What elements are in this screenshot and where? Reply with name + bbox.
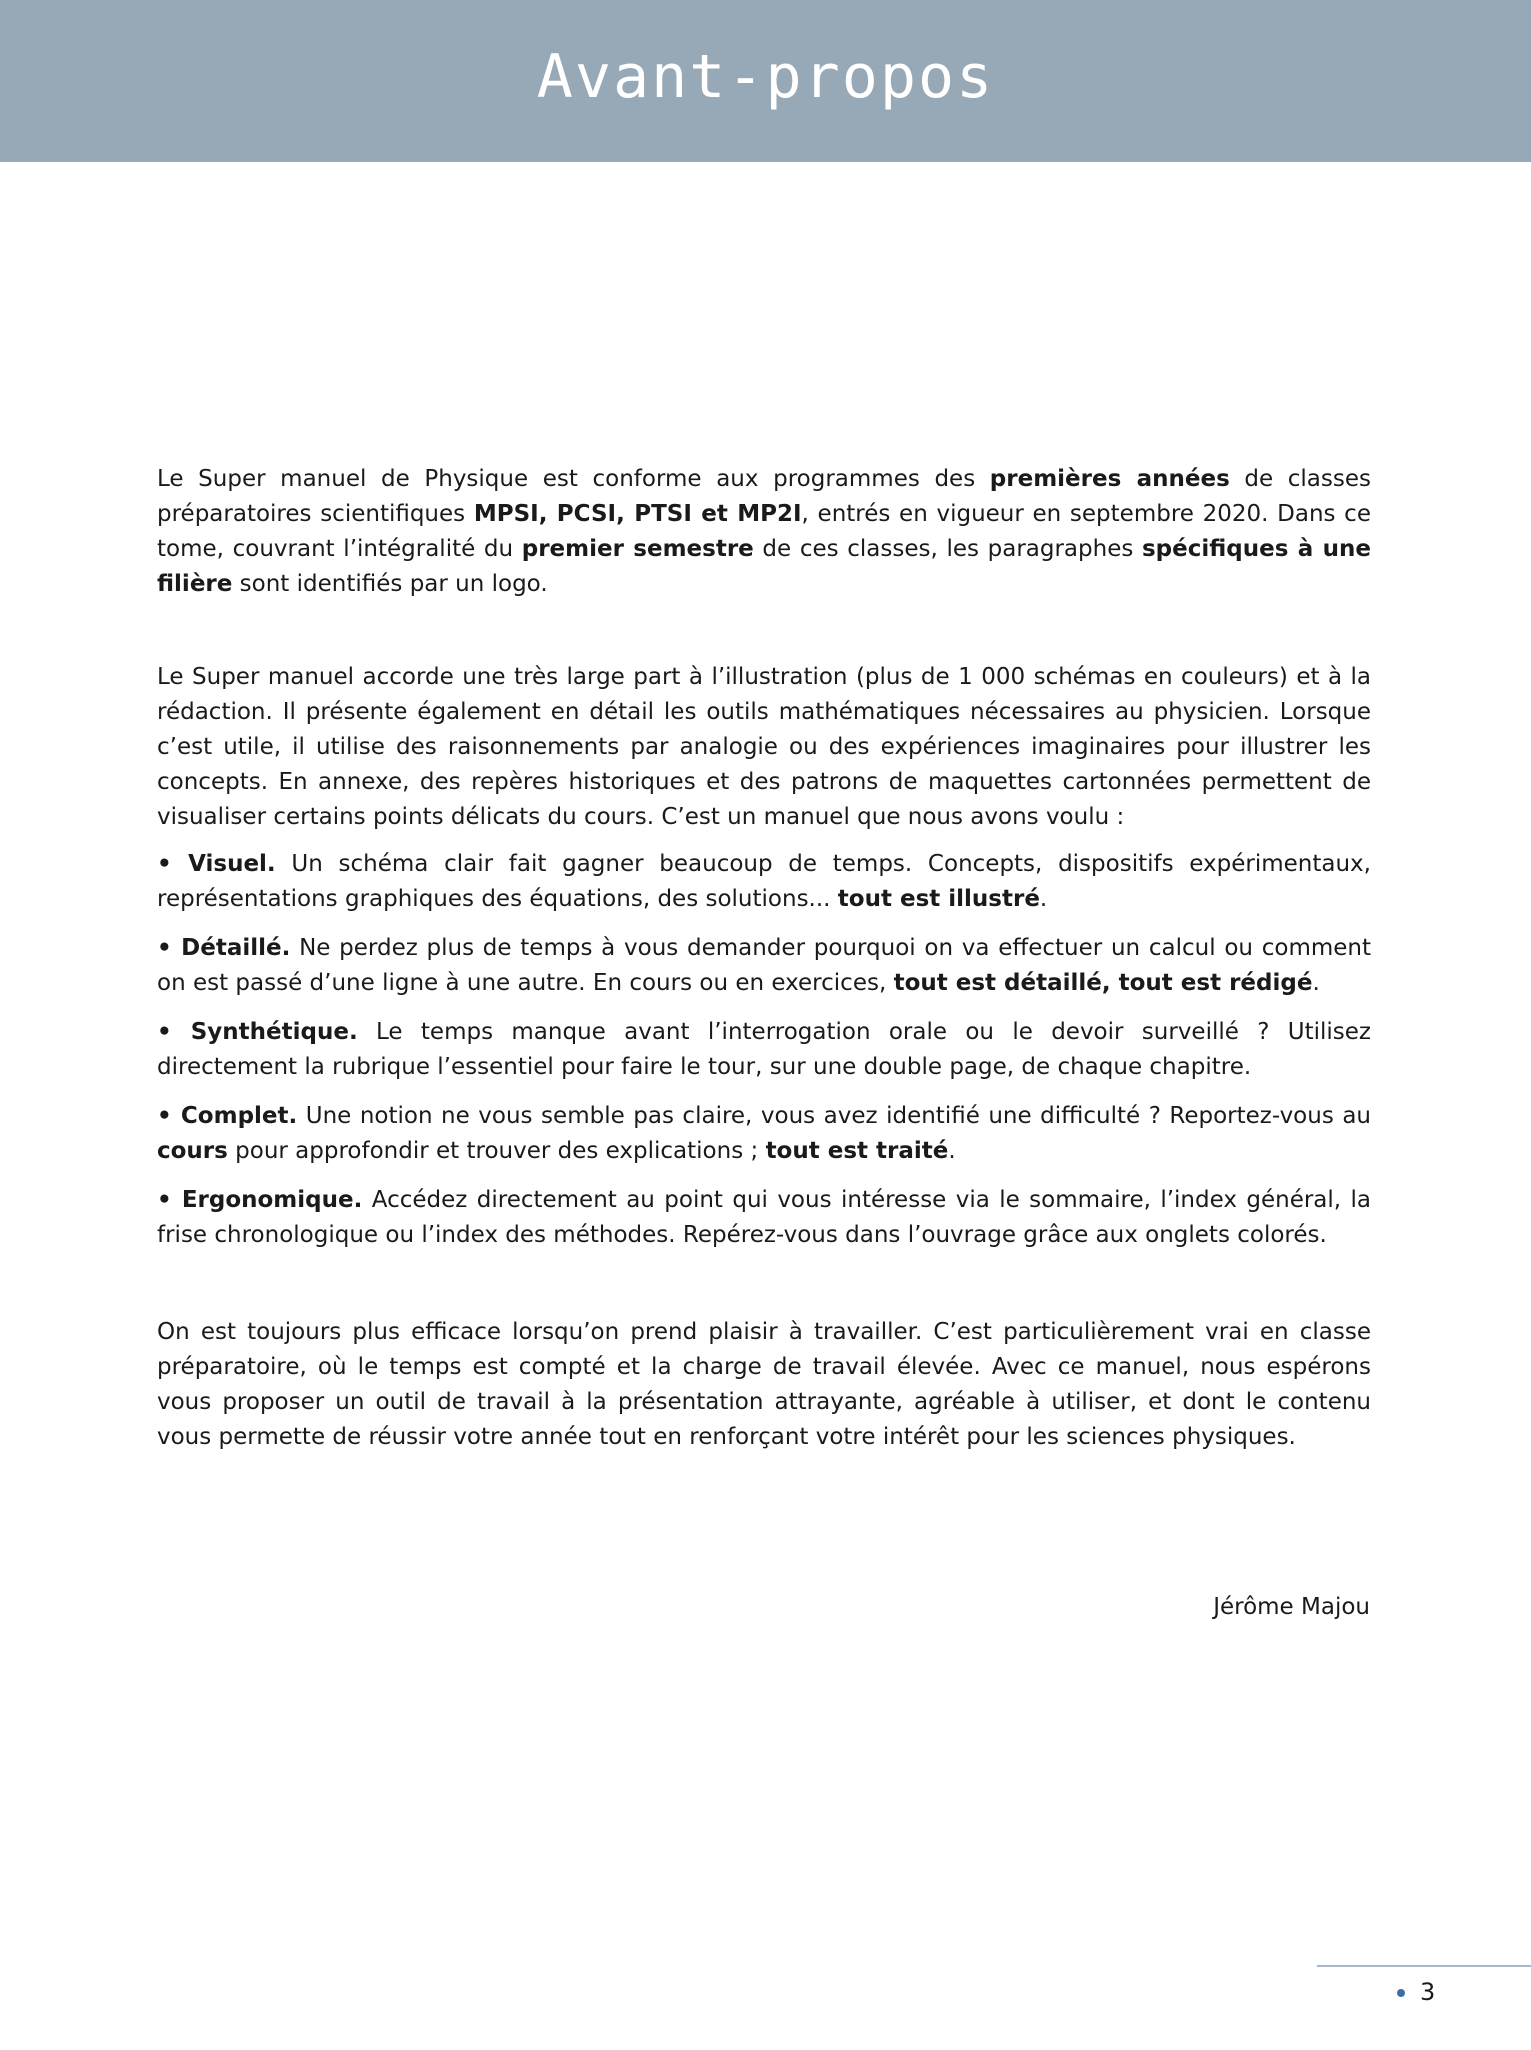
text: sont identifiés par un logo. xyxy=(232,571,548,597)
bold-text: tout est traité xyxy=(765,1138,949,1164)
bullet-ergonomique xyxy=(157,1183,1371,1253)
bullet-label: Visuel. xyxy=(188,851,276,877)
bullet-text: pour approfondir et trouver des explications ; xyxy=(227,1138,766,1164)
text: de classes préparatoires scientifiques xyxy=(157,466,1371,527)
bullet-marker: • xyxy=(157,1103,181,1129)
main-content xyxy=(157,462,1371,1455)
bullet-marker: • xyxy=(157,935,182,961)
intro-paragraph xyxy=(157,462,1371,602)
bold-text: cours xyxy=(157,1138,228,1164)
bullet-label: Détaillé. xyxy=(181,935,291,961)
bullet-label: Synthétique. xyxy=(190,1019,358,1045)
bullet-text: Un schéma clair fait gagner beaucoup de temps. Concepts, dispositifs expérimentaux, représentations graphiques des équations, des solutions... xyxy=(157,851,1371,912)
text: . xyxy=(1312,970,1320,996)
text: Le Super manuel de Physique est conforme aux programmes des xyxy=(157,466,990,492)
author-signature: Jérôme Majou xyxy=(1213,1594,1370,1620)
description-paragraph: Le Super manuel accorde une très large part à l’illustration (plus de 1 000 schémas en couleurs) et à la rédaction. Il présente également en détail les outils mathématiques nécessaires au physicien. Lorsque c’est utile, il utilise des raisonnements par analogie ou des expériences imaginaires pour illustrer les concepts. En annexe, des repères historiques et des patrons de maquettes cartonnées permettent de visualiser certains points délicats du cours. C’est un manuel que nous avons voulu : xyxy=(157,664,1371,830)
bullet-label: Ergonomique. xyxy=(181,1187,363,1213)
bullet-marker: • xyxy=(157,1187,182,1213)
page-number: 3 xyxy=(1420,1978,1436,2006)
bold-text: tout est illustré xyxy=(837,886,1040,912)
bullet-text: Une notion ne vous semble pas claire, vous avez identifié une difficulté ? Reportez-vous au xyxy=(297,1103,1371,1129)
bullet-detaille xyxy=(157,931,1371,1001)
bullet-text: Ne perdez plus de temps à vous demander pourquoi on va effectuer un calcul ou comment on est passé d’une ligne à une autre. En cours ou en exercices, xyxy=(157,935,1371,996)
bullet-synthetique xyxy=(157,1015,1371,1085)
text: . xyxy=(1039,886,1048,912)
bold-text: MPSI, PCSI, PTSI et MP2I xyxy=(473,501,802,527)
bullet-label: Complet. xyxy=(180,1103,298,1129)
text: . xyxy=(948,1138,956,1164)
closing-paragraph: On est toujours plus efficace lorsqu’on prend plaisir à travailler. C’est particulièrement vrai en classe préparatoire, où le temps est compté et la charge de travail élevée. Avec ce manuel, nous espérons vous proposer un outil de travail à la présentation attrayante, agréable à utiliser, et dont le contenu vous permette de réussir votre année tout en renforçant votre intérêt pour les sciences physiques. xyxy=(157,1319,1371,1450)
page-title: Avant-propos xyxy=(536,42,995,112)
text: , entrés en vigueur en septembre 2020. Dans ce tome, couvrant l’intégralité du xyxy=(157,501,1371,562)
bullet-marker: • xyxy=(157,1019,191,1045)
bullet-marker: • xyxy=(157,851,189,877)
bullet-visuel xyxy=(157,847,1371,917)
bold-text: premières années xyxy=(989,466,1230,492)
footer-bullet-icon xyxy=(1397,1989,1405,1997)
bullet-text: Le temps manque avant l’interrogation orale ou le devoir surveillé ? Utilisez directement la rubrique l’essentiel pour faire le tour, sur une double page, de chaque chapitre. xyxy=(157,1019,1371,1080)
bold-text: tout est détaillé, tout est rédigé xyxy=(893,970,1313,996)
footer-rule xyxy=(1317,1965,1531,1967)
bullet-text: Accédez directement au point qui vous intéresse via le sommaire, l’index général, la frise chronologique ou l’index des méthodes. Repérez-vous dans l’ouvrage grâce aux onglets colorés. xyxy=(157,1187,1371,1248)
bullet-complet xyxy=(157,1099,1371,1169)
header-band xyxy=(0,0,1531,162)
bold-text: premier semestre xyxy=(521,536,754,562)
text: de ces classes, les paragraphes xyxy=(753,536,1142,562)
bold-text: spécifiques à une filière xyxy=(157,536,1371,597)
